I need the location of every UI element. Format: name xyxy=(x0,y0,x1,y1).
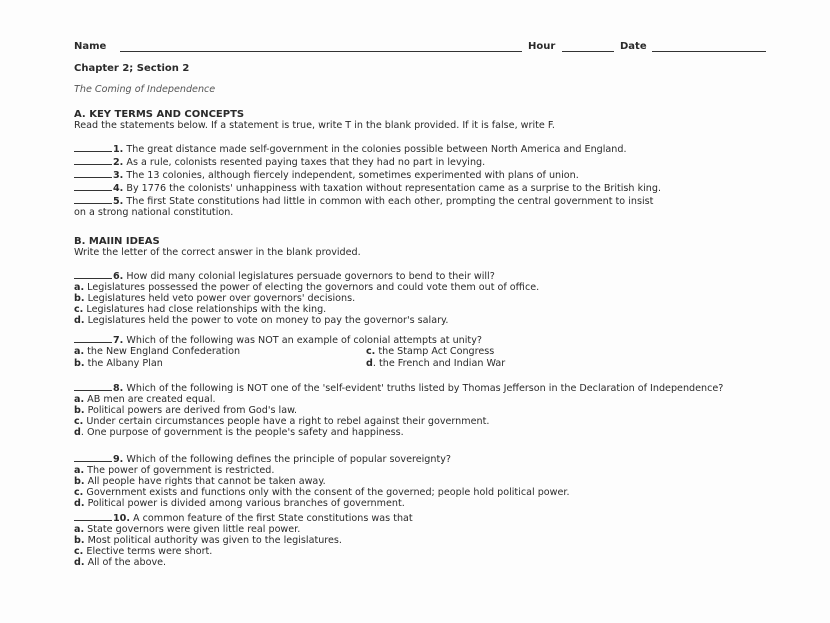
option-text: Under certain circumstances people have a right to rebel against their government. xyxy=(83,416,490,427)
option-row xyxy=(74,358,774,369)
question-7 xyxy=(74,333,774,369)
hour-label: Hour xyxy=(528,41,556,52)
option-letter: c. xyxy=(74,546,84,557)
answer-blank[interactable] xyxy=(74,181,112,191)
date-label: Date xyxy=(620,41,647,52)
hour-field[interactable] xyxy=(562,51,614,52)
option-text: the New England Confederation xyxy=(84,346,241,357)
option-text: Political power is divided among various branches of government. xyxy=(84,498,405,509)
option-b xyxy=(74,358,163,369)
header-row xyxy=(74,41,774,55)
question-8 xyxy=(74,381,774,438)
item-number: 1. xyxy=(113,144,124,155)
option-a xyxy=(74,524,774,535)
section-a-title: A. KEY TERMS AND CONCEPTS xyxy=(74,109,245,120)
item-text: The 13 colonies, although fiercely independent, sometimes experimented with plans of union. xyxy=(123,170,579,181)
question-text: Which of the following defines the principle of popular sovereignty? xyxy=(123,454,451,465)
tf-item xyxy=(74,155,774,168)
tf-item xyxy=(74,142,774,155)
option-text: The power of government is restricted. xyxy=(84,465,275,476)
answer-blank[interactable] xyxy=(74,333,112,343)
option-text: Legislatures possessed the power of electing the governors and could vote them out of office. xyxy=(84,282,540,293)
option-c xyxy=(74,487,774,498)
option-d xyxy=(74,557,774,568)
option-letter: d xyxy=(366,358,373,369)
option-letter: a. xyxy=(74,524,85,535)
option-letter: a. xyxy=(74,394,85,405)
option-letter: a. xyxy=(74,465,85,476)
question-number: 9. xyxy=(113,454,124,465)
option-a xyxy=(74,465,774,476)
option-text: All people have rights that cannot be taken away. xyxy=(84,476,326,487)
question-text: Which of the following is NOT one of the 'self-evident' truths listed by Thomas Jefferson in the Declaration of Independence? xyxy=(123,383,724,394)
option-b xyxy=(74,476,774,487)
option-row xyxy=(74,346,774,357)
option-letter: b. xyxy=(74,293,85,304)
option-d xyxy=(366,358,505,369)
option-c xyxy=(74,546,774,557)
answer-blank[interactable] xyxy=(74,168,112,178)
answer-blank[interactable] xyxy=(74,511,112,521)
option-letter: d. xyxy=(74,315,85,326)
option-a xyxy=(74,394,774,405)
option-text: Most political authority was given to the legislatures. xyxy=(84,535,342,546)
question-stem xyxy=(74,452,774,465)
tf-item xyxy=(74,194,774,218)
item-number: 5. xyxy=(113,196,124,207)
chapter-heading: Chapter 2; Section 2 xyxy=(74,63,190,74)
option-text: the Stamp Act Congress xyxy=(375,346,495,357)
question-stem xyxy=(74,333,774,346)
option-letter: b. xyxy=(74,358,85,369)
option-a xyxy=(74,346,240,357)
option-letter: b. xyxy=(74,535,85,546)
answer-blank[interactable] xyxy=(74,381,112,391)
option-letter: b. xyxy=(74,476,85,487)
item-text: By 1776 the colonists' unhappiness with taxation without representation came as a surprise to the British king. xyxy=(123,183,662,194)
question-number: 8. xyxy=(113,383,124,394)
answer-blank[interactable] xyxy=(74,155,112,165)
option-text: AB men are created equal. xyxy=(84,394,216,405)
option-c xyxy=(74,304,774,315)
option-b xyxy=(74,293,774,304)
option-text: All of the above. xyxy=(84,557,167,568)
option-text: . the French and Indian War xyxy=(372,358,506,369)
option-letter: c. xyxy=(74,487,84,498)
option-text: State governors were given little real power. xyxy=(84,524,301,535)
option-text: . One purpose of government is the people's safety and happiness. xyxy=(80,427,404,438)
option-letter: d. xyxy=(74,498,85,509)
date-field[interactable] xyxy=(652,51,766,52)
option-letter: d. xyxy=(74,557,85,568)
option-b xyxy=(74,535,774,546)
section-a xyxy=(74,109,774,218)
tf-item xyxy=(74,181,774,194)
option-c xyxy=(74,416,774,427)
option-a xyxy=(74,282,774,293)
option-text: the Albany Plan xyxy=(84,358,163,369)
question-text: How did many colonial legislatures persuade governors to bend to their will? xyxy=(123,271,495,282)
option-letter: a. xyxy=(74,346,85,357)
section-b xyxy=(74,236,774,258)
option-letter: c. xyxy=(74,304,84,315)
question-10 xyxy=(74,511,774,568)
question-number: 6. xyxy=(113,271,124,282)
section-subtitle: The Coming of Independence xyxy=(74,84,216,95)
section-a-instructions: Read the statements below. If a statement is true, write T in the blank provided. If it is false, write F. xyxy=(74,120,555,131)
section-b-title: B. MAIIN IDEAS xyxy=(74,236,160,247)
item-number: 3. xyxy=(113,170,124,181)
option-letter: b. xyxy=(74,405,85,416)
tf-item xyxy=(74,168,774,181)
section-b-instructions: Write the letter of the correct answer in the blank provided. xyxy=(74,247,361,258)
question-number: 7. xyxy=(113,335,124,346)
question-6 xyxy=(74,269,774,326)
question-number: 10. xyxy=(113,513,130,524)
option-letter: c. xyxy=(366,346,376,357)
item-number: 2. xyxy=(113,157,124,168)
option-text: Legislatures had close relationships with the king. xyxy=(83,304,327,315)
option-text: Legislatures held veto power over governors' decisions. xyxy=(84,293,356,304)
option-c xyxy=(366,346,494,357)
option-text: Elective terms were short. xyxy=(83,546,213,557)
answer-blank[interactable] xyxy=(74,269,112,279)
answer-blank[interactable] xyxy=(74,194,112,204)
item-text: The first State constitutions had little in common with each other, prompting the central government to insist on a strong national constitution. xyxy=(74,196,654,218)
option-text: Legislatures held the power to vote on money to pay the governor's salary. xyxy=(84,315,449,326)
question-stem xyxy=(74,381,774,394)
answer-blank[interactable] xyxy=(74,142,112,152)
item-text: The great distance made self-government in the colonies possible between North America and England. xyxy=(123,144,627,155)
option-d xyxy=(74,427,774,438)
option-letter: a. xyxy=(74,282,85,293)
option-d xyxy=(74,498,774,509)
option-text: Government exists and functions only with the consent of the governed; people hold political power. xyxy=(83,487,570,498)
option-d xyxy=(74,315,774,326)
question-text: A common feature of the first State constitutions was that xyxy=(130,513,413,524)
option-b xyxy=(74,405,774,416)
option-letter: d xyxy=(74,427,81,438)
question-stem xyxy=(74,269,774,282)
item-text: As a rule, colonists resented paying taxes that they had no part in levying. xyxy=(123,157,486,168)
question-stem xyxy=(74,511,774,524)
name-field[interactable] xyxy=(120,51,522,52)
item-number: 4. xyxy=(113,183,124,194)
option-text: Political powers are derived from God's law. xyxy=(84,405,298,416)
answer-blank[interactable] xyxy=(74,452,112,462)
name-label: Name xyxy=(74,41,107,52)
question-9 xyxy=(74,452,774,509)
option-letter: c. xyxy=(74,416,84,427)
question-text: Which of the following was NOT an example of colonial attempts at unity? xyxy=(123,335,482,346)
